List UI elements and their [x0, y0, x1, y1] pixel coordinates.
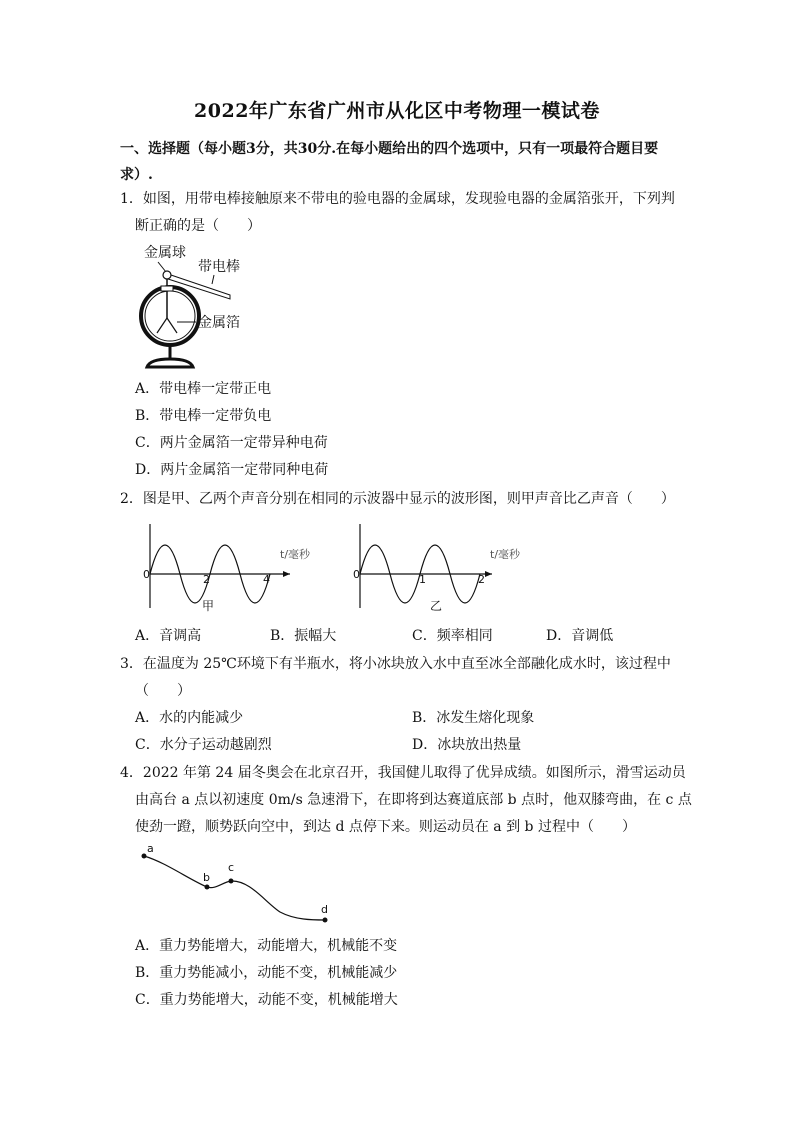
q3-option-b: B．冰发生熔化现象: [412, 710, 535, 726]
ski-track-curve: [144, 856, 325, 920]
q4-option-b: B．重力势能减小，动能不变，机械能减少: [135, 965, 398, 981]
label-a: a: [147, 842, 154, 855]
q4-stem-line2: 由高台 a 点以初速度 0m/s 急速滑下，在即将到达赛道底部 b 点时，他双膝弯曲，在 c 点: [135, 792, 692, 808]
q1-stem-line1: 1．如图，用带电棒接触原来不带电的验电器的金属球，发现验电器的金属箔张开，下列判: [120, 191, 675, 207]
q1-option-b: B．带电棒一定带负电: [135, 408, 272, 424]
tick-jia-2: 2: [203, 573, 210, 586]
x-arrow-jia: [283, 571, 290, 577]
q2-option-b: B．振幅大: [270, 628, 337, 644]
label-c: c: [228, 861, 235, 874]
waveform-jia: [140, 520, 320, 620]
q1-option-a: A．带电棒一定带正电: [135, 381, 272, 397]
q4-stem-line3: 使劲一蹬，顺势跃向空中，到达 d 点停下来。则运动员在 a 到 b 过程中（ ）: [135, 819, 636, 835]
label-d: d: [321, 903, 328, 916]
section-heading: 一、选择题（每小题3分，共30分.在每小题给出的四个选项中，只有一项最符合题目要求）.: [120, 141, 659, 183]
ski-track-figure: [135, 840, 345, 930]
point-c: [229, 879, 234, 884]
q2-option-a: A．音调高: [135, 628, 202, 644]
x-arrow-yi: [485, 571, 492, 577]
leader-ball: [158, 262, 166, 272]
waveform-yi: [350, 520, 530, 620]
q3-option-d: D．冰块放出热量: [412, 737, 522, 753]
q2-option-c: C．频率相同: [412, 628, 493, 644]
q1-option-d: D．两片金属箔一定带同种电荷: [135, 462, 329, 478]
stopper: [161, 286, 173, 291]
tick-yi-1: 1: [419, 573, 426, 586]
metal-ball: [163, 271, 171, 279]
q3-stem-line2: （ ）: [135, 683, 191, 699]
label-metal-foil: 金属箔: [198, 315, 240, 331]
q3-option-a: A．水的内能减少: [135, 710, 244, 726]
point-a: [142, 854, 147, 859]
point-b: [205, 885, 210, 890]
q1-stem-line2: 断正确的是（ ）: [135, 218, 261, 234]
tick-yi-2: 2: [478, 573, 485, 586]
electroscope-jar: [141, 287, 199, 345]
leader-rod: [212, 275, 214, 284]
q4-stem-line1: 4．2022 年第 24 届冬奥会在北京召开，我国健儿取得了优异成绩。如图所示，滑雪运动员: [120, 765, 686, 781]
caption-jia: 甲: [202, 599, 215, 613]
tick-jia-4: 4: [263, 573, 270, 586]
caption-yi: 乙: [430, 599, 443, 613]
q3-stem-line1: 3．在温度为 25℃环境下有半瓶水，将小冰块放入水中直至冰全部融化成水时，该过程中: [120, 656, 671, 672]
label-charged-rod: 带电棒: [198, 259, 240, 275]
label-metal-ball: 金属球: [144, 245, 186, 261]
label-b: b: [203, 871, 210, 884]
point-d: [323, 918, 328, 923]
q2-option-d: D．音调低: [546, 628, 614, 644]
q4-option-a: A．重力势能增大，动能增大，机械能不变: [135, 938, 398, 954]
q1-option-c: C．两片金属箔一定带异种电荷: [135, 435, 328, 451]
electroscope-figure: [130, 240, 260, 375]
axis-label-jia: t/毫秒: [280, 548, 311, 561]
q3-option-c: C．水分子运动越剧烈: [135, 737, 272, 753]
q2-stem: 2．图是甲、乙两个声音分别在相同的示波器中显示的波形图，则甲声音比乙声音（ ）: [120, 491, 675, 507]
stand-base: [147, 359, 193, 367]
q4-option-c: C．重力势能增大，动能不变，机械能增大: [135, 992, 398, 1008]
origin-jia: 0: [143, 568, 150, 581]
origin-yi: 0: [353, 568, 360, 581]
page-title: 2022年广东省广州市从化区中考物理一模试卷: [194, 100, 600, 122]
axis-label-yi: t/毫秒: [490, 548, 521, 561]
